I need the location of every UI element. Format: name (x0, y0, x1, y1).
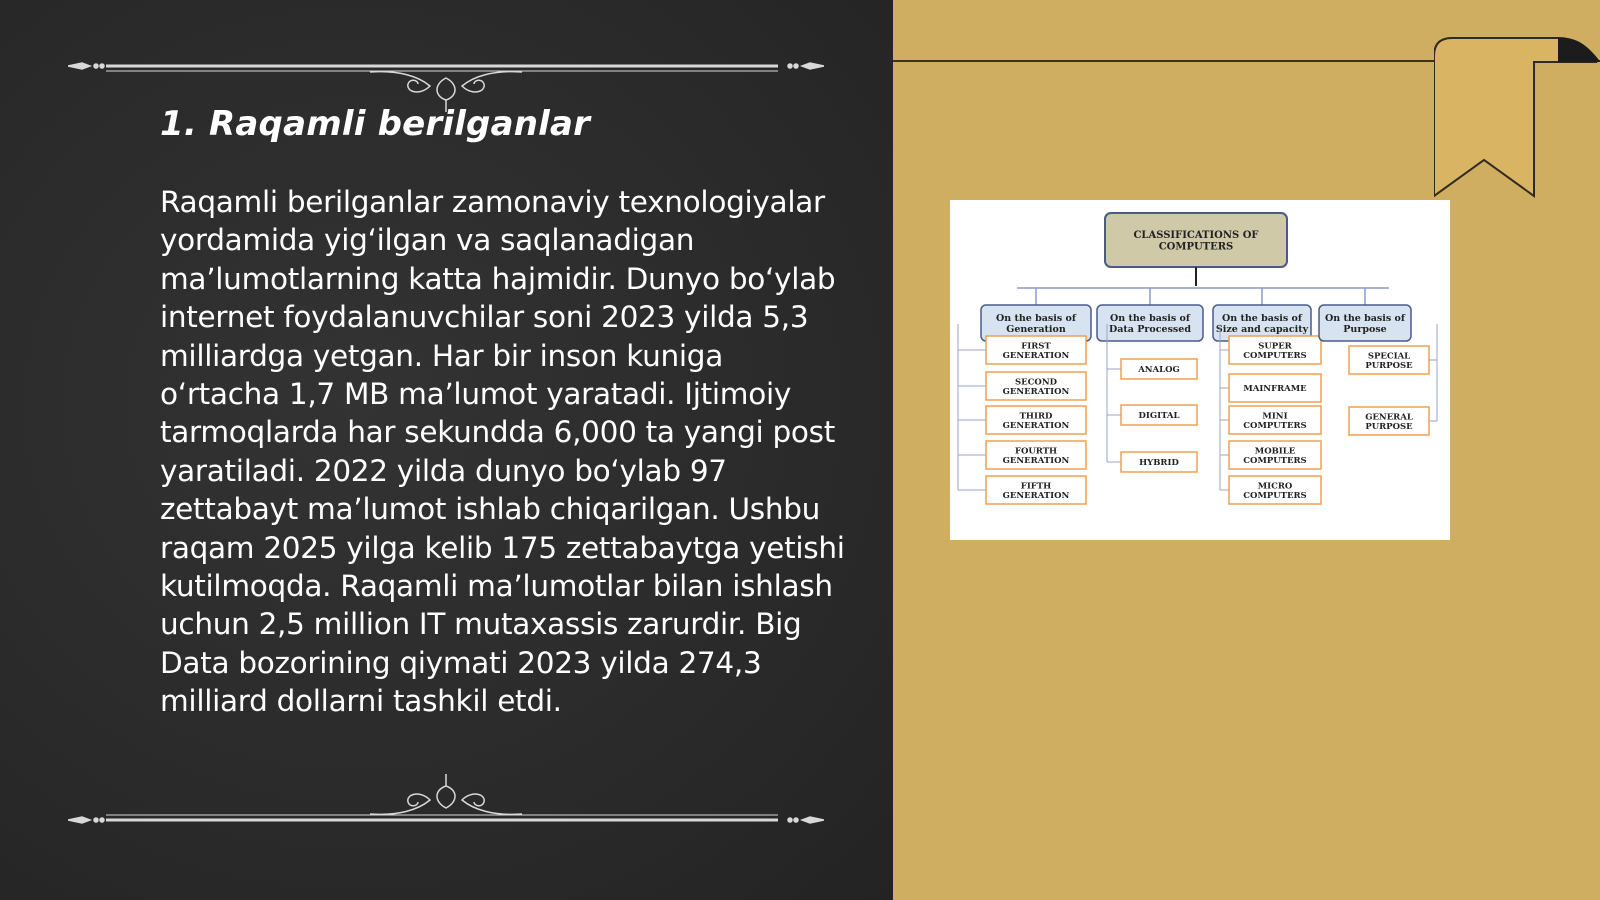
diagram-item-label: SPECIAL PURPOSE (1365, 351, 1413, 372)
diagram-item-label: HYBRID (1139, 457, 1179, 468)
diagram-item-label: FOURTH GENERATION (1002, 446, 1070, 467)
body-paragraph: Raqamli berilganlar zamonaviy texnologiyalar yordamida yig‘ilgan va saqlanadigan ma’lumotlarning katta hajmidir. Dunyo bo‘ylab internet foydalanuvchilar soni 2023 yilda 5,3 milliardga yetgan. Har bir inson kuniga o‘rtacha 1,7 MB ma’lumot yaratadi. Ijtimoiy tarmoqlarda har sekundda 6,000 ta yangi post yaratiladi. 2022 yilda dunyo bo‘ylab 97 zettabayt ma’lumot ishlab chiqarilgan. Ushbu raqam 2025 yilga kelib 175 zettabaytga yetishi kutilmoqda. Raqamli ma’lumotlar bilan ishlash uchun 2,5 million IT mutaxassis zarurdir. Big Data bozorining qiymati 2023 yilda 274,3 milliard dollarni tashkil etdi. (160, 185, 845, 719)
diagram-item-label: THIRD GENERATION (1002, 411, 1070, 432)
diagram-item-label: SUPER COMPUTERS (1243, 341, 1307, 362)
diagram-group-header-label: On the basis of Data Processed (1109, 313, 1191, 336)
diagram-group-header-label: On the basis of Generation (996, 313, 1076, 336)
scroll-divider-icon (68, 772, 824, 832)
diagram-group-header-label: On the basis of Purpose (1325, 313, 1405, 336)
diagram-item-label: DIGITAL (1138, 410, 1180, 421)
diagram-item-label: SECOND GENERATION (1002, 377, 1070, 398)
diagram-item-label: GENERAL PURPOSE (1365, 412, 1413, 433)
diagram-item-label: ANALOG (1138, 364, 1180, 375)
diagram-group-header-label: On the basis of Size and capacity (1215, 313, 1309, 336)
diagram-item-label: MAINFRAME (1243, 383, 1307, 394)
diagram-item-label: FIFTH GENERATION (1002, 481, 1070, 502)
diagram-item-label: MICRO COMPUTERS (1243, 481, 1307, 502)
diagram-item-label: MOBILE COMPUTERS (1243, 446, 1307, 467)
bookmark-ribbon-icon (1434, 36, 1600, 198)
computer-classification-diagram (950, 200, 1450, 540)
slide-title: 1. Raqamli berilganlar (160, 104, 591, 144)
diagram-item-label: FIRST GENERATION (1002, 341, 1070, 362)
diagram-item-label: MINI COMPUTERS (1243, 411, 1307, 432)
diagram-root-label: CLASSIFICATIONS OF COMPUTERS (1133, 230, 1259, 253)
